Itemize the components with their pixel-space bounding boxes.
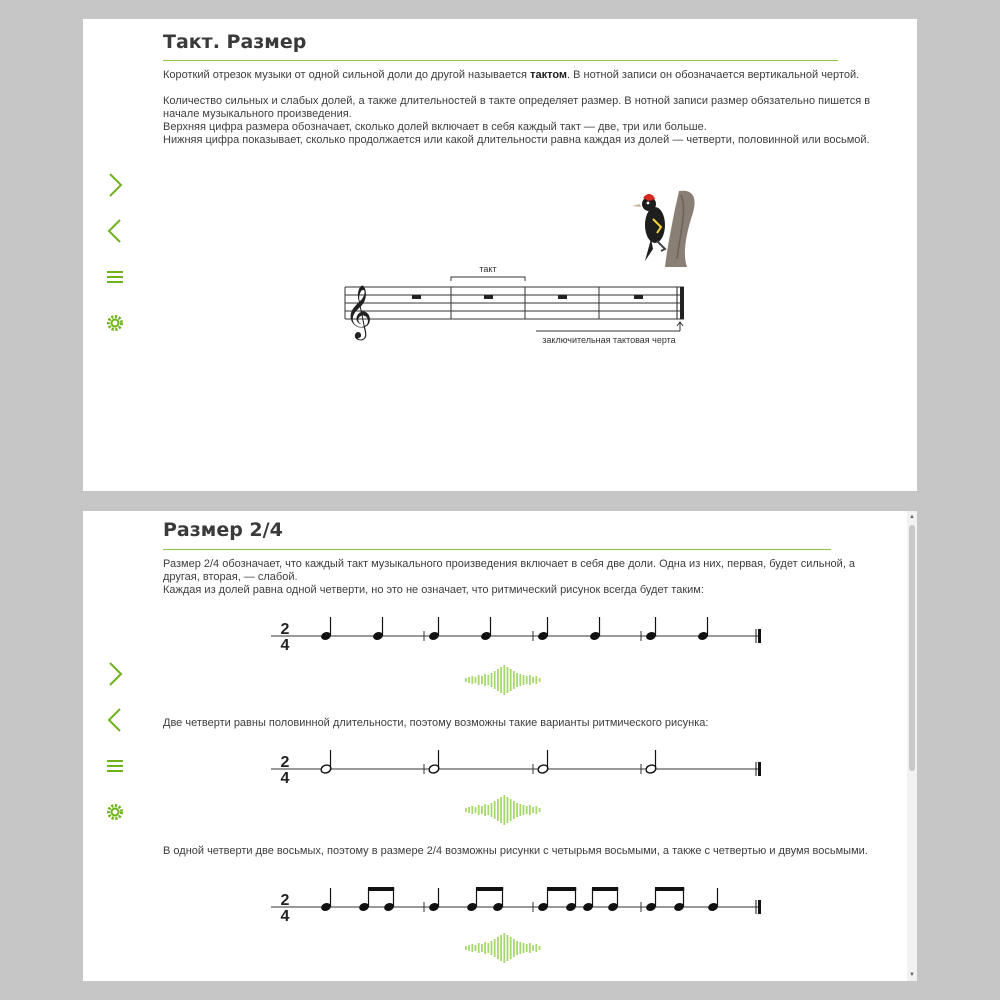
gear-icon: [104, 310, 126, 336]
scrollbar-thumb[interactable]: [909, 525, 915, 771]
paragraph-text: . В нотной записи он обозначается вертикальной чертой.: [567, 69, 860, 81]
nav-sidebar: [104, 661, 126, 845]
woodpecker-illustration: [631, 189, 701, 269]
wave-bar: [513, 801, 515, 819]
eighth-beam: [547, 887, 576, 891]
wave-bar: [507, 797, 509, 823]
wave-bar: [513, 671, 515, 689]
bar-label: такт: [479, 267, 497, 274]
wave-bar: [487, 805, 489, 815]
wave-bar: [497, 799, 499, 821]
lesson-page-bar-meter: [83, 19, 917, 491]
wave-bar: [494, 939, 496, 957]
time-signature-top: 2: [280, 621, 290, 638]
rhythm-quarters: [271, 616, 771, 656]
wave-bar: [516, 673, 518, 687]
final-barline-label: заключительная тактовая черта: [542, 335, 676, 345]
wave-bar: [510, 937, 512, 959]
eighth-beam: [592, 887, 618, 891]
final-barline-pointer: [536, 322, 683, 331]
wave-bar: [484, 674, 486, 686]
prev-button[interactable]: [104, 218, 126, 244]
menu-button[interactable]: [104, 753, 126, 779]
wave-bar: [475, 677, 477, 683]
wave-bar: [491, 803, 493, 817]
wave-bar: [532, 807, 534, 813]
menu-button[interactable]: [104, 264, 126, 290]
waveform-eighths[interactable]: [463, 931, 543, 965]
wave-bar: [481, 944, 483, 952]
whole-rests: [412, 295, 643, 299]
wave-bar: [465, 946, 467, 950]
wave-bar: [519, 804, 521, 816]
wave-bar: [465, 678, 467, 682]
treble-clef-icon: [345, 285, 372, 340]
wave-bar: [532, 945, 534, 951]
eighth-beam: [368, 887, 394, 891]
wave-bar: [523, 943, 525, 953]
wave-bar: [500, 797, 502, 823]
time-signature-bottom: 4: [280, 770, 290, 787]
paragraph-meter-definition: Количество сильных и слабых долей, а также длительностей в такте определяет размер. В нотной записи размер обязательно пишется в начале музыкального произведения.: [163, 95, 871, 120]
chevron-right-icon: [104, 172, 126, 198]
scroll-up-icon[interactable]: ▲: [909, 514, 915, 520]
wave-bar: [465, 808, 467, 812]
nav-sidebar: [104, 172, 126, 356]
wave-bar: [507, 667, 509, 693]
wave-bar: [513, 939, 515, 957]
settings-button[interactable]: [104, 310, 126, 336]
wave-bar: [529, 805, 531, 815]
wave-bar: [468, 677, 470, 683]
wave-bar: [526, 944, 528, 952]
title-underline: [163, 60, 838, 61]
wave-bar: [519, 674, 521, 686]
wave-bar: [526, 806, 528, 814]
lesson-page-two-four: [83, 511, 917, 981]
wave-bar: [475, 807, 477, 813]
bar-bracket: [451, 277, 525, 281]
wave-bar: [539, 946, 541, 950]
wave-bar: [503, 665, 505, 695]
paragraph-text: Короткий отрезок музыки от одной сильной доли до другой называется: [163, 69, 531, 81]
page-title: Такт. Размер: [163, 31, 307, 53]
title-underline: [163, 549, 831, 550]
time-signature-top: 2: [280, 754, 290, 771]
wave-bar: [471, 944, 473, 952]
time-signature-top: 2: [280, 892, 290, 909]
whole-rest: [484, 295, 493, 299]
menu-icon: [104, 264, 126, 290]
wave-bar: [539, 678, 541, 682]
gear-icon: [104, 799, 126, 825]
wave-bar: [516, 803, 518, 817]
wave-bar: [478, 805, 480, 815]
wave-bar: [516, 941, 518, 955]
wave-bar: [497, 937, 499, 959]
wave-bar: [471, 806, 473, 814]
wave-bar: [523, 675, 525, 685]
wave-bar: [481, 676, 483, 684]
settings-button[interactable]: [104, 799, 126, 825]
wave-bar: [491, 941, 493, 955]
time-signature-bottom: 4: [280, 637, 290, 654]
page-title: Размер 2/4: [163, 519, 283, 541]
waveform-halves[interactable]: [463, 793, 543, 827]
chevron-left-icon: [104, 707, 126, 733]
paragraph-top-number: Верхняя цифра размера обозначает, сколько долей включает в себя каждый такт — две, три или больше.: [163, 121, 707, 133]
bold-term: тактом: [530, 69, 568, 81]
wave-bar: [497, 669, 499, 691]
time-signature-bottom: 4: [280, 908, 290, 925]
wave-bar: [529, 943, 531, 953]
paragraph-bar-definition: [163, 69, 875, 82]
paragraph-half-notes: Две четверти равны половинной длительности, поэтому возможны такие варианты ритмического рисунка:: [163, 717, 709, 729]
whole-rest: [558, 295, 567, 299]
wave-bar: [471, 676, 473, 684]
scrollbar[interactable]: [907, 511, 917, 981]
wave-bar: [481, 806, 483, 814]
paragraph-two-four-definition: Размер 2/4 обозначает, что каждый такт музыкального произведения включает в себя две доли. Одна из них, первая, будет сильной, а другая, вторая, — слабой.: [163, 558, 856, 583]
eighth-beam: [476, 887, 503, 891]
whole-rest: [634, 295, 643, 299]
scroll-down-icon[interactable]: ▼: [909, 972, 915, 978]
wave-bar: [484, 804, 486, 816]
wave-bar: [523, 805, 525, 815]
next-button[interactable]: [104, 172, 126, 198]
eighth-beam: [655, 887, 684, 891]
wave-bar: [478, 675, 480, 685]
staff-lines: [345, 287, 684, 319]
wave-bar: [491, 673, 493, 687]
wave-bar: [478, 943, 480, 953]
wave-bar: [519, 942, 521, 954]
wave-bar: [468, 807, 470, 813]
wave-bar: [487, 943, 489, 953]
wave-bar: [484, 942, 486, 954]
wave-bar: [487, 675, 489, 685]
prev-button[interactable]: [104, 707, 126, 733]
paragraph-quarter-beats: Каждая из долей равна одной четверти, но это не означает, что ритмический рисунок всегда будет таким:: [163, 584, 704, 596]
wave-bar: [532, 677, 534, 683]
wave-bar: [468, 945, 470, 951]
wave-bar: [475, 945, 477, 951]
wave-bar: [500, 935, 502, 961]
wave-bar: [535, 676, 537, 684]
next-button[interactable]: [104, 661, 126, 687]
wave-bar: [539, 808, 541, 812]
paragraph-bottom-number: Нижняя цифра показывает, сколько продолжается или какой длительности равна каждая из долей — четверти, половинной или восьмой.: [163, 134, 870, 146]
paragraph-eighth-notes: В одной четверти две восьмых, поэтому в размере 2/4 возможны рисунки с четырьмя восьмыми, а также с четвертью и двумя восьмыми.: [163, 845, 868, 857]
wave-bar: [535, 944, 537, 952]
rhythm-eighths: [271, 887, 771, 927]
wave-bar: [494, 801, 496, 819]
waveform-quarters[interactable]: [463, 663, 543, 697]
staff-bars-diagram: [341, 267, 701, 357]
wave-bar: [494, 671, 496, 689]
svg-text:𝄞: 𝄞: [345, 285, 373, 337]
chevron-right-icon: [104, 661, 126, 687]
wave-bar: [510, 799, 512, 821]
whole-rest: [412, 295, 421, 299]
chevron-left-icon: [104, 218, 126, 244]
wave-bar: [535, 806, 537, 814]
wave-bar: [500, 667, 502, 693]
wave-bar: [507, 935, 509, 961]
wave-bar: [503, 795, 505, 825]
wave-bar: [529, 675, 531, 685]
wave-bar: [526, 676, 528, 684]
rhythm-halves: [271, 749, 771, 789]
wave-bar: [503, 933, 505, 963]
wave-bar: [510, 669, 512, 691]
menu-icon: [104, 753, 126, 779]
